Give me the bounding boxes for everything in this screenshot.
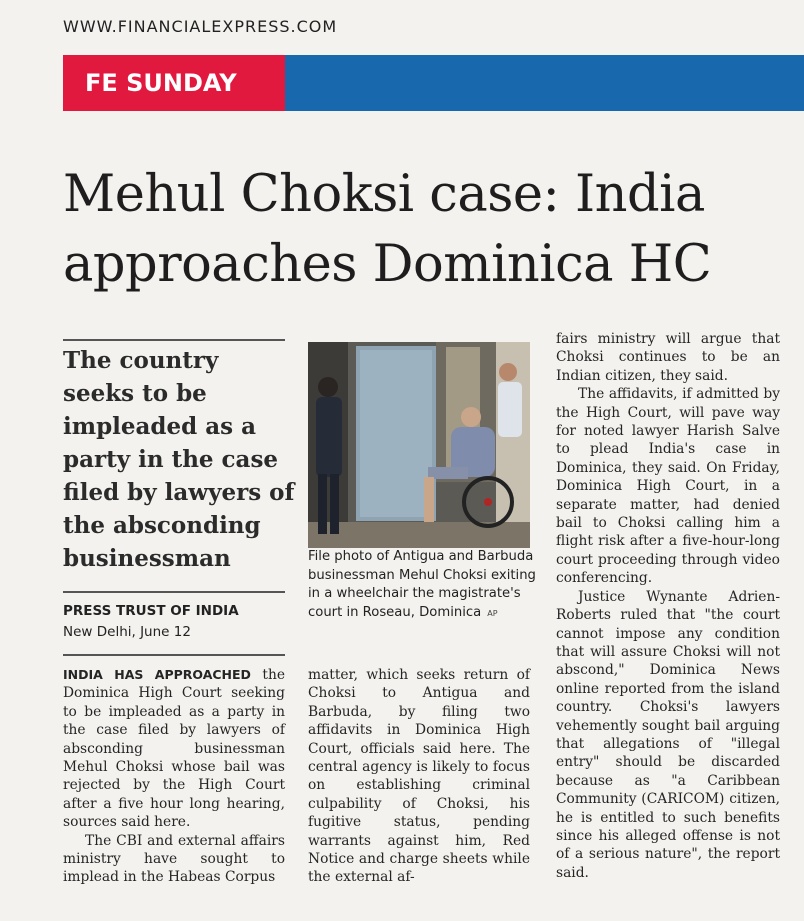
body-paragraph: The CBI and external affairs ministry have sought to implead in the Habeas Corpus <box>63 832 285 886</box>
section-tag: FE SUNDAY <box>63 55 285 111</box>
byline-separator <box>63 654 285 656</box>
byline-dateline: New Delhi, June 12 <box>63 624 191 640</box>
byline-agency: PRESS TRUST OF INDIA <box>63 603 239 619</box>
news-photo <box>308 342 530 548</box>
kicker: The country seeks to be impleaded as a party in the case filed by lawyers of the absconding businessman <box>63 347 295 572</box>
body-paragraph: The affidavits, if admitted by the High Court, will pave way for noted lawyer Harish Salve to plead India's case in Dominica, they said. On Friday, Dominica High Court, in a separate matter, had denied bail to Choksi calling him a flight risk after a five-hour-long court proceeding through video conferencing. <box>556 386 780 587</box>
kicker-rule <box>63 339 285 341</box>
body-paragraph: fairs ministry will argue that Choksi continues to be an Indian citizen, they said. <box>556 331 780 384</box>
site-url: WWW.FINANCIALEXPRESS.COM <box>63 17 338 36</box>
body-column-1 <box>63 666 285 887</box>
body-column-3 <box>556 330 780 882</box>
photo-credit: AP <box>487 608 498 618</box>
lead-in: INDIA HAS APPROACHED <box>63 667 251 682</box>
caption-text: File photo of Antigua and Barbuda businessman Mehul Choksi exiting in a wheelchair the magistrate's court in Roseau, Dominica <box>308 549 536 620</box>
body-paragraph: Justice Wynante Adrien-Roberts ruled that "the court cannot impose any condition that will assure Choksi will not abscond," Dominica News online reported from the island country. Choksi's lawyers vehemently sought bail arguing that allegations of "illegal entry" should be discarded because as "a Caribbean Community (CARICOM) citizen, he is entitled to such benefits since his alleged offense is not of a serious nature", the report said. <box>556 588 780 881</box>
body-paragraph <box>63 666 285 832</box>
body-paragraph: matter, which seeks return of Choksi to Antigua and Barbuda, by filing two affidavits in Dominica High Court, officials said here. The central agency is likely to focus on establishing criminal culpability of Choksi, his fugitive status, pending warrants against him, Red Notice and charge sheets while the external af- <box>308 667 530 886</box>
body-column-2 <box>308 666 530 887</box>
byline-rule <box>63 591 285 593</box>
headline: Mehul Choksi case: India approaches Dominica HC <box>63 165 712 294</box>
section-banner <box>63 55 804 111</box>
photo-caption <box>308 548 536 623</box>
lead-paragraph-text: the Dominica High Court seeking to be impleaded as a party in the case filed by lawyers of absconding businessman Mehul Choksi whose bail was rejected by the High Court after a five hour long hearing, sources said here. <box>63 667 285 831</box>
